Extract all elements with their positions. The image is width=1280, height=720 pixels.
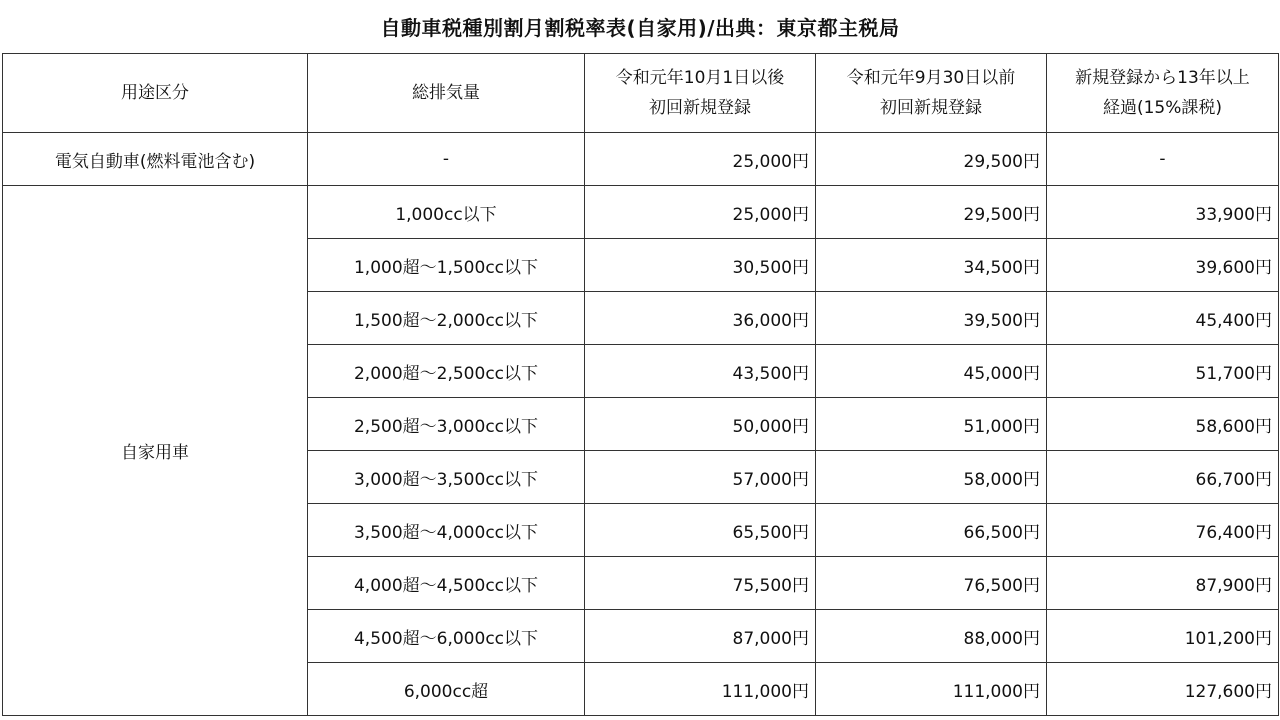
ev-over13-cell: - bbox=[1047, 133, 1279, 186]
ev-after-cell: 25,000円 bbox=[585, 133, 816, 186]
header-category: 用途区分 bbox=[3, 54, 308, 133]
over13-cell: 76,400円 bbox=[1047, 504, 1279, 557]
before-cell: 88,000円 bbox=[816, 610, 1047, 663]
after-cell: 57,000円 bbox=[585, 451, 816, 504]
displacement-cell: 2,000超～2,500cc以下 bbox=[308, 345, 585, 398]
header-before-line2: 初回新規登録 bbox=[880, 98, 982, 118]
table-title: 自動車税種別割月割税率表(自家用)/出典：東京都主税局 bbox=[380, 15, 900, 40]
before-cell: 34,500円 bbox=[816, 239, 1047, 292]
after-cell: 75,500円 bbox=[585, 557, 816, 610]
after-cell: 36,000円 bbox=[585, 292, 816, 345]
over13-cell: 45,400円 bbox=[1047, 292, 1279, 345]
over13-cell: 58,600円 bbox=[1047, 398, 1279, 451]
over13-cell: 87,900円 bbox=[1047, 557, 1279, 610]
displacement-cell: 1,000cc以下 bbox=[308, 186, 585, 239]
over13-cell: 127,600円 bbox=[1047, 663, 1279, 716]
before-cell: 76,500円 bbox=[816, 557, 1047, 610]
displacement-cell: 3,500超～4,000cc以下 bbox=[308, 504, 585, 557]
displacement-cell: 4,500超～6,000cc以下 bbox=[308, 610, 585, 663]
ev-displacement-cell: - bbox=[308, 133, 585, 186]
before-cell: 111,000円 bbox=[816, 663, 1047, 716]
displacement-cell: 1,000超～1,500cc以下 bbox=[308, 239, 585, 292]
after-cell: 65,500円 bbox=[585, 504, 816, 557]
after-cell: 25,000円 bbox=[585, 186, 816, 239]
displacement-cell: 2,500超～3,000cc以下 bbox=[308, 398, 585, 451]
header-before-line1: 令和元年9月30日以前 bbox=[846, 68, 1016, 88]
displacement-cell: 1,500超～2,000cc以下 bbox=[308, 292, 585, 345]
before-cell: 58,000円 bbox=[816, 451, 1047, 504]
table-row bbox=[3, 186, 1279, 239]
header-over-13-years bbox=[1047, 54, 1279, 133]
over13-cell: 33,900円 bbox=[1047, 186, 1279, 239]
header-after-line1: 令和元年10月1日以後 bbox=[615, 68, 785, 88]
header-after-line2: 初回新規登録 bbox=[649, 98, 751, 118]
private-car-category-cell: 自家用車 bbox=[3, 186, 308, 716]
displacement-cell: 6,000cc超 bbox=[308, 663, 585, 716]
tax-rate-table bbox=[2, 53, 1279, 716]
header-before-2019 bbox=[816, 54, 1047, 133]
displacement-cell: 4,000超～4,500cc以下 bbox=[308, 557, 585, 610]
over13-cell: 101,200円 bbox=[1047, 610, 1279, 663]
over13-cell: 66,700円 bbox=[1047, 451, 1279, 504]
after-cell: 111,000円 bbox=[585, 663, 816, 716]
ev-before-cell: 29,500円 bbox=[816, 133, 1047, 186]
header-row bbox=[3, 54, 1279, 133]
before-cell: 51,000円 bbox=[816, 398, 1047, 451]
after-cell: 87,000円 bbox=[585, 610, 816, 663]
after-cell: 50,000円 bbox=[585, 398, 816, 451]
over13-cell: 51,700円 bbox=[1047, 345, 1279, 398]
before-cell: 39,500円 bbox=[816, 292, 1047, 345]
table-row-ev bbox=[3, 133, 1279, 186]
before-cell: 29,500円 bbox=[816, 186, 1047, 239]
over13-cell: 39,600円 bbox=[1047, 239, 1279, 292]
displacement-cell: 3,000超～3,500cc以下 bbox=[308, 451, 585, 504]
after-cell: 30,500円 bbox=[585, 239, 816, 292]
header-over13-line1: 新規登録から13年以上 bbox=[1075, 68, 1250, 88]
before-cell: 45,000円 bbox=[816, 345, 1047, 398]
header-after-2019 bbox=[585, 54, 816, 133]
after-cell: 43,500円 bbox=[585, 345, 816, 398]
before-cell: 66,500円 bbox=[816, 504, 1047, 557]
ev-category-cell: 電気自動車(燃料電池含む) bbox=[3, 133, 308, 186]
header-over13-line2: 経過(15%課税) bbox=[1102, 98, 1223, 118]
header-displacement: 総排気量 bbox=[308, 54, 585, 133]
